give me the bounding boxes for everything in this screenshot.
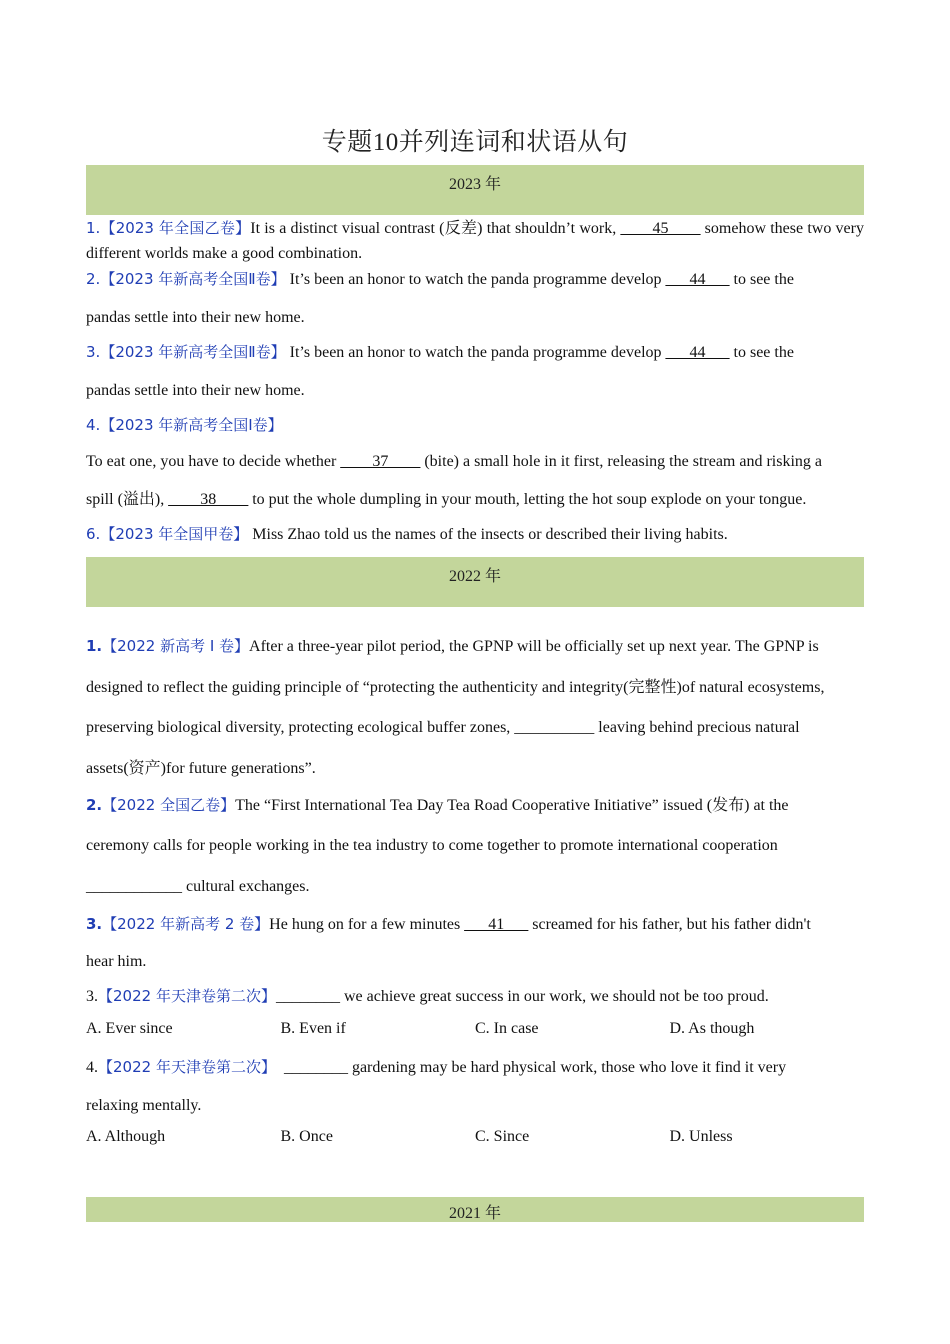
option-a[interactable]: A. Ever since — [86, 1020, 173, 1037]
question-2023-2: 2.【2023 年新高考全国Ⅱ卷】 It’s been an honor to watch the panda programme develop ___44___ to see the — [86, 270, 794, 288]
question-2022-tj-4: 4.【2022 年天津卷第二次】 ________ gardening may be hard physical work, those who love it find it very — [86, 1058, 787, 1076]
question-2022-tj-4-cont: relaxing mentally. — [86, 1097, 202, 1114]
options-2022-tj-3 — [86, 1020, 864, 1038]
option-b[interactable]: B. Even if — [280, 1020, 346, 1037]
option-a[interactable]: A. Although — [86, 1128, 166, 1145]
option-b[interactable]: B. Once — [280, 1128, 333, 1145]
question-2023-6: 6.【2023 年全国甲卷】 Miss Zhao told us the names of the insects or described their living habits. — [86, 525, 728, 543]
option-d[interactable]: D. As though — [669, 1020, 755, 1037]
question-2023-4-line2: spill (溢出), ____38____ to put the whole dumpling in your mouth, letting the hot soup explode on your tongue. — [86, 491, 807, 508]
answer-blank: ___41___ — [464, 916, 529, 933]
question-2022-2-line3: ____________ cultural exchanges. — [86, 878, 310, 895]
question-2023-1: 1.【2023 年全国乙卷】It is a distinct visual contrast (反差) that shouldn’t work, ____45____ somehow these two very different worlds make a good combination. — [86, 219, 864, 262]
question-2022-3: 3.【2022 年新高考 2 卷】He hung on for a few minutes ___41___ screamed for his father, but his father didn't — [86, 915, 811, 933]
question-2022-1-line2: designed to reflect the guiding principle of “protecting the authenticity and integrity(完整性)of natural ecosystems, — [86, 679, 825, 696]
option-d[interactable]: D. Unless — [669, 1128, 733, 1145]
answer-blank: ____37____ — [340, 453, 421, 470]
options-2022-tj-4 — [86, 1128, 864, 1146]
question-2023-4-line1: To eat one, you have to decide whether ____37____ (bite) a small hole in it first, releasing the stream and risking a — [86, 453, 823, 470]
question-2022-3-cont: hear him. — [86, 953, 147, 970]
answer-blank: ___44___ — [665, 344, 730, 361]
question-2022-1-line3: preserving biological diversity, protecting ecological buffer zones, __________ leaving behind precious natural — [86, 719, 800, 736]
question-2023-4: 4.【2023 年新高考全国Ⅰ卷】 — [86, 416, 283, 434]
answer-blank: ____45____ — [620, 220, 701, 237]
option-c[interactable]: C. In case — [475, 1020, 539, 1037]
section-header-2022: 2022 年 — [86, 557, 864, 607]
question-2023-2-cont: pandas settle into their new home. — [86, 309, 305, 326]
question-2022-tj-3: 3.【2022 年天津卷第二次】________ we achieve great success in our work, we should not be too proud. — [86, 987, 769, 1005]
question-2022-1-line4: assets(资产)for future generations”. — [86, 760, 316, 777]
question-2023-3: 3.【2023 年新高考全国Ⅱ卷】 It’s been an honor to watch the panda programme develop ___44___ to see the — [86, 343, 794, 361]
question-2022-2-line2: ceremony calls for people working in the tea industry to come together to promote international cooperation — [86, 837, 778, 854]
page-title: 专题10并列连词和状语从句 — [321, 129, 629, 156]
section-header-2023: 2023 年 — [86, 165, 864, 215]
question-2022-1: 1.【2022 新高考 I 卷】After a three-year pilot period, the GPNP will be officially set up next year. The GPNP is — [86, 637, 819, 655]
answer-blank: ___44___ — [665, 271, 730, 288]
section-header-2021: 2021 年 — [86, 1197, 864, 1222]
question-2022-2: 2.【2022 全国乙卷】The “First International Tea Day Tea Road Cooperative Initiative” issued (发布) at the — [86, 796, 789, 814]
question-2023-3-cont: pandas settle into their new home. — [86, 382, 305, 399]
option-c[interactable]: C. Since — [475, 1128, 530, 1145]
answer-blank: ____38____ — [168, 491, 249, 508]
